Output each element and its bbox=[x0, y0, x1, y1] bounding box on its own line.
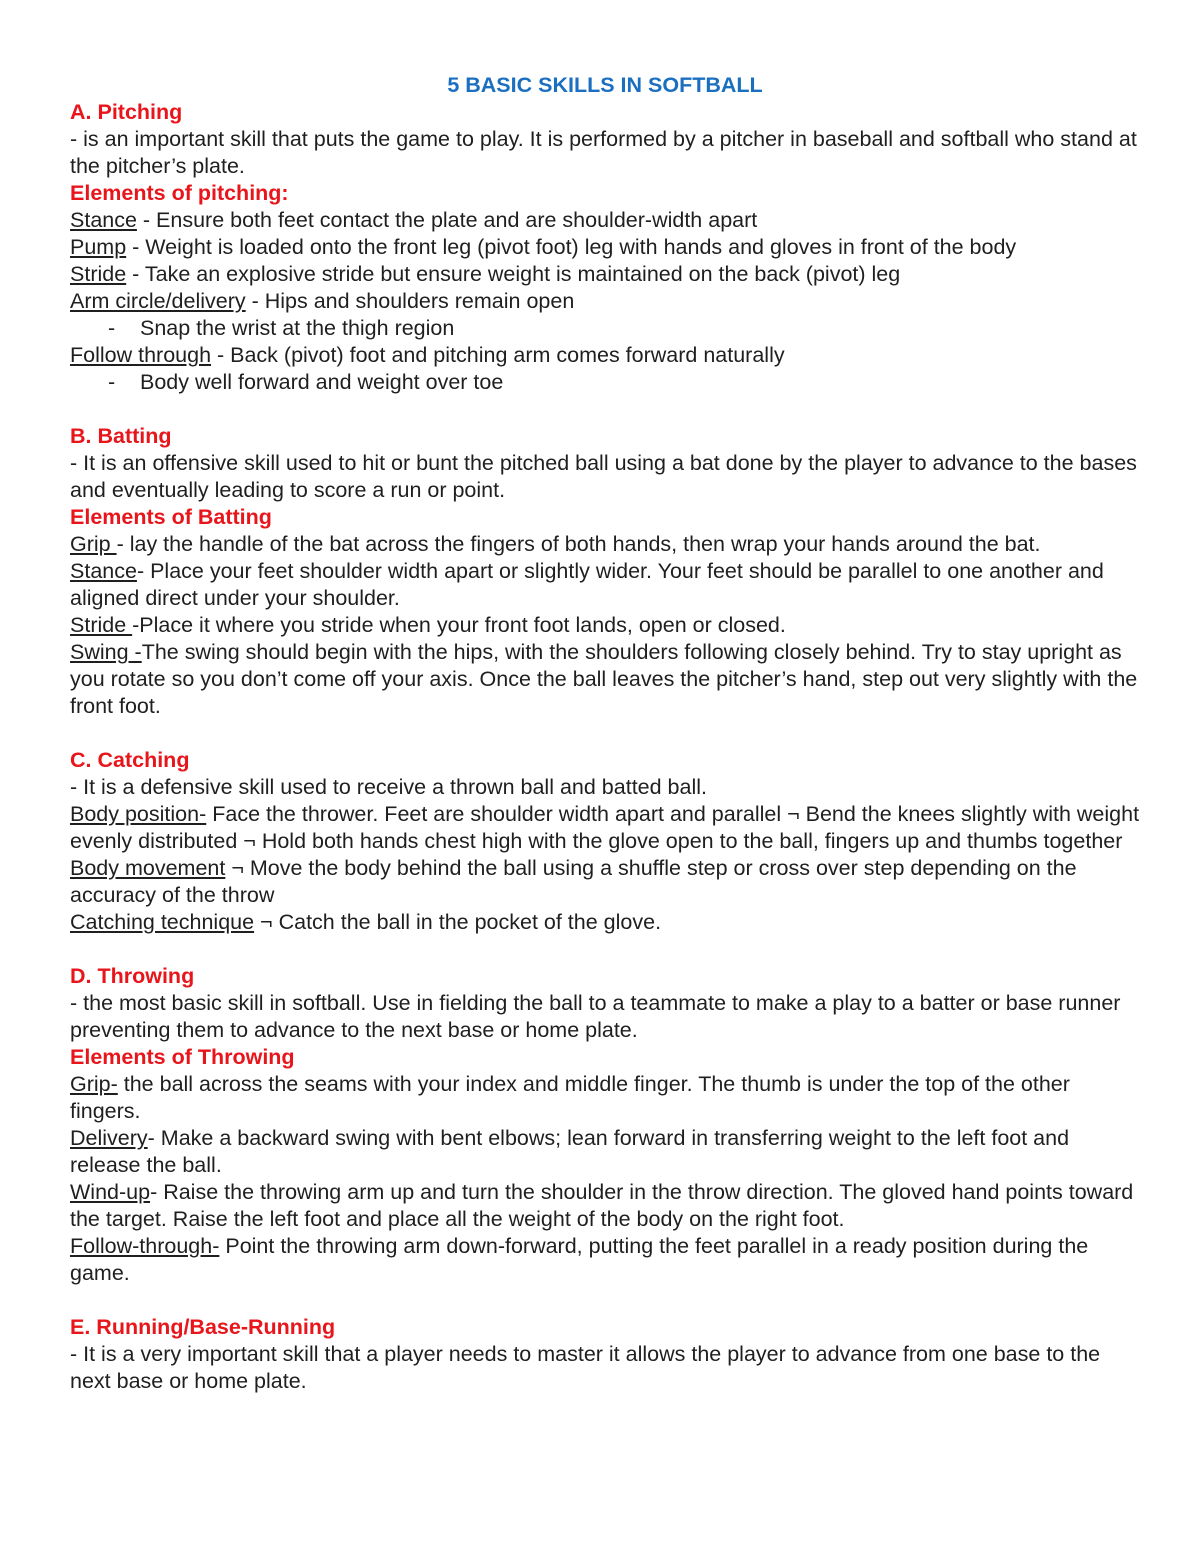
element-term: Body movement bbox=[70, 856, 226, 880]
element-term: Body position- bbox=[70, 802, 207, 826]
section-pitching bbox=[70, 99, 1140, 396]
elements-heading: Elements of Throwing bbox=[70, 1045, 295, 1069]
element-term: Grip- bbox=[70, 1072, 118, 1096]
element-text: - lay the handle of the bat across the fingers of both hands, then wrap your hands around the bat. bbox=[116, 532, 1041, 556]
element-term: Pump bbox=[70, 235, 127, 259]
section-heading: E. Running/Base-Running bbox=[70, 1315, 336, 1339]
element-text: - Hips and shoulders remain open bbox=[245, 289, 575, 313]
element-item bbox=[70, 1125, 1140, 1179]
section-heading: A. Pitching bbox=[70, 100, 183, 124]
element-term: Delivery bbox=[70, 1126, 148, 1150]
element-text: - Raise the throwing arm up and turn the shoulder in the throw direction. The gloved hand points toward the target. Raise the left foot and place all the weight of the body on the right foot. bbox=[70, 1180, 1134, 1231]
element-term: Stance bbox=[70, 559, 137, 583]
elements-heading: Elements of Batting bbox=[70, 505, 272, 529]
element-text: - Weight is loaded onto the front leg (pivot foot) leg with hands and gloves in front of the body bbox=[126, 235, 1017, 259]
document-title: 5 BASIC SKILLS IN SOFTBALL bbox=[447, 73, 763, 97]
element-item bbox=[70, 234, 1140, 261]
element-text: - Back (pivot) foot and pitching arm comes forward naturally bbox=[211, 343, 785, 367]
elements-heading: Elements of pitching: bbox=[70, 181, 289, 205]
section-intro: - the most basic skill in softball. Use in fielding the ball to a teammate to make a play to a batter or base runner preventing them to advance to the next base or home plate. bbox=[70, 991, 1121, 1042]
element-item bbox=[70, 855, 1140, 909]
element-text: Face the thrower. Feet are shoulder width apart and parallel ¬ Bend the knees slightly with weight evenly distributed ¬ Hold both hands chest high with the glove open to the ball, fingers up and thumbs together bbox=[70, 802, 1140, 853]
bullet-dash: - bbox=[108, 316, 116, 340]
element-item bbox=[70, 909, 1140, 936]
element-text: Point the throwing arm down-forward, putting the feet parallel in a ready position during the game. bbox=[70, 1234, 1089, 1285]
element-text: ¬ Move the body behind the ball using a shuffle step or cross over step depending on the accuracy of the throw bbox=[70, 856, 1077, 907]
element-term: Catching technique bbox=[70, 910, 255, 934]
section-intro: - It is a defensive skill used to receive a thrown ball and batted ball. bbox=[70, 775, 707, 799]
element-term: Grip bbox=[70, 532, 117, 556]
element-item bbox=[70, 531, 1140, 558]
spacer bbox=[70, 1287, 1140, 1314]
section-batting bbox=[70, 423, 1140, 720]
element-text: the ball across the seams with your index and middle finger. The thumb is under the top of the other fingers. bbox=[70, 1072, 1070, 1123]
section-running bbox=[70, 1314, 1140, 1395]
element-item bbox=[70, 261, 1140, 288]
element-item bbox=[70, 288, 1140, 315]
bullet-item bbox=[70, 369, 1140, 396]
element-term: Stance bbox=[70, 208, 137, 232]
element-text: - Make a backward swing with bent elbows; lean forward in transferring weight to the left foot and release the ball. bbox=[70, 1126, 1070, 1177]
spacer bbox=[70, 936, 1140, 963]
element-term: Wind-up bbox=[70, 1180, 151, 1204]
element-text: -Place it where you stride when your front foot lands, open or closed. bbox=[132, 613, 786, 637]
section-intro: - It is a very important skill that a player needs to master it allows the player to advance from one base to the next base or home plate. bbox=[70, 1342, 1101, 1393]
element-item bbox=[70, 612, 1140, 639]
element-item bbox=[70, 1071, 1140, 1125]
element-item bbox=[70, 1179, 1140, 1233]
element-text: - Place your feet shoulder width apart or slightly wider. Your feet should be parallel to one another and aligned direct under your shoulder. bbox=[70, 559, 1104, 610]
bullet-dash: - bbox=[108, 370, 116, 394]
section-throwing bbox=[70, 963, 1140, 1287]
element-item bbox=[70, 342, 1140, 369]
bullet-text: Body well forward and weight over toe bbox=[140, 370, 504, 394]
section-intro: - is an important skill that puts the game to play. It is performed by a pitcher in baseball and softball who stand at the pitcher’s plate. bbox=[70, 127, 1137, 178]
section-heading: D. Throwing bbox=[70, 964, 195, 988]
element-text: - Ensure both feet contact the plate and are shoulder-width apart bbox=[136, 208, 758, 232]
element-term: Arm circle/delivery bbox=[70, 289, 246, 313]
element-text: The swing should begin with the hips, with the shoulders following closely behind. Try to stay upright as you rotate so you don’t come off your axis. Once the ball leaves the pitcher’s hand, step out very slightly with the front foot. bbox=[70, 640, 1138, 718]
section-heading: C. Catching bbox=[70, 748, 190, 772]
element-item bbox=[70, 207, 1140, 234]
element-term: Stride bbox=[70, 613, 133, 637]
element-item bbox=[70, 639, 1140, 720]
element-item bbox=[70, 801, 1140, 855]
section-catching bbox=[70, 747, 1140, 936]
element-text: - Take an explosive stride but ensure weight is maintained on the back (pivot) leg bbox=[126, 262, 901, 286]
spacer bbox=[70, 720, 1140, 747]
element-term: Follow through bbox=[70, 343, 212, 367]
spacer bbox=[70, 396, 1140, 423]
bullet-text: Snap the wrist at the thigh region bbox=[140, 316, 455, 340]
bullet-item bbox=[70, 315, 1140, 342]
section-intro: - It is an offensive skill used to hit or bunt the pitched ball using a bat done by the player to advance to the bases and eventually leading to score a run or point. bbox=[70, 451, 1137, 502]
element-item bbox=[70, 558, 1140, 612]
element-term: Follow-through- bbox=[70, 1234, 220, 1258]
element-item bbox=[70, 1233, 1140, 1287]
element-term: Stride bbox=[70, 262, 127, 286]
element-term: Swing - bbox=[70, 640, 142, 664]
element-text: ¬ Catch the ball in the pocket of the glove. bbox=[254, 910, 662, 934]
section-heading: B. Batting bbox=[70, 424, 172, 448]
